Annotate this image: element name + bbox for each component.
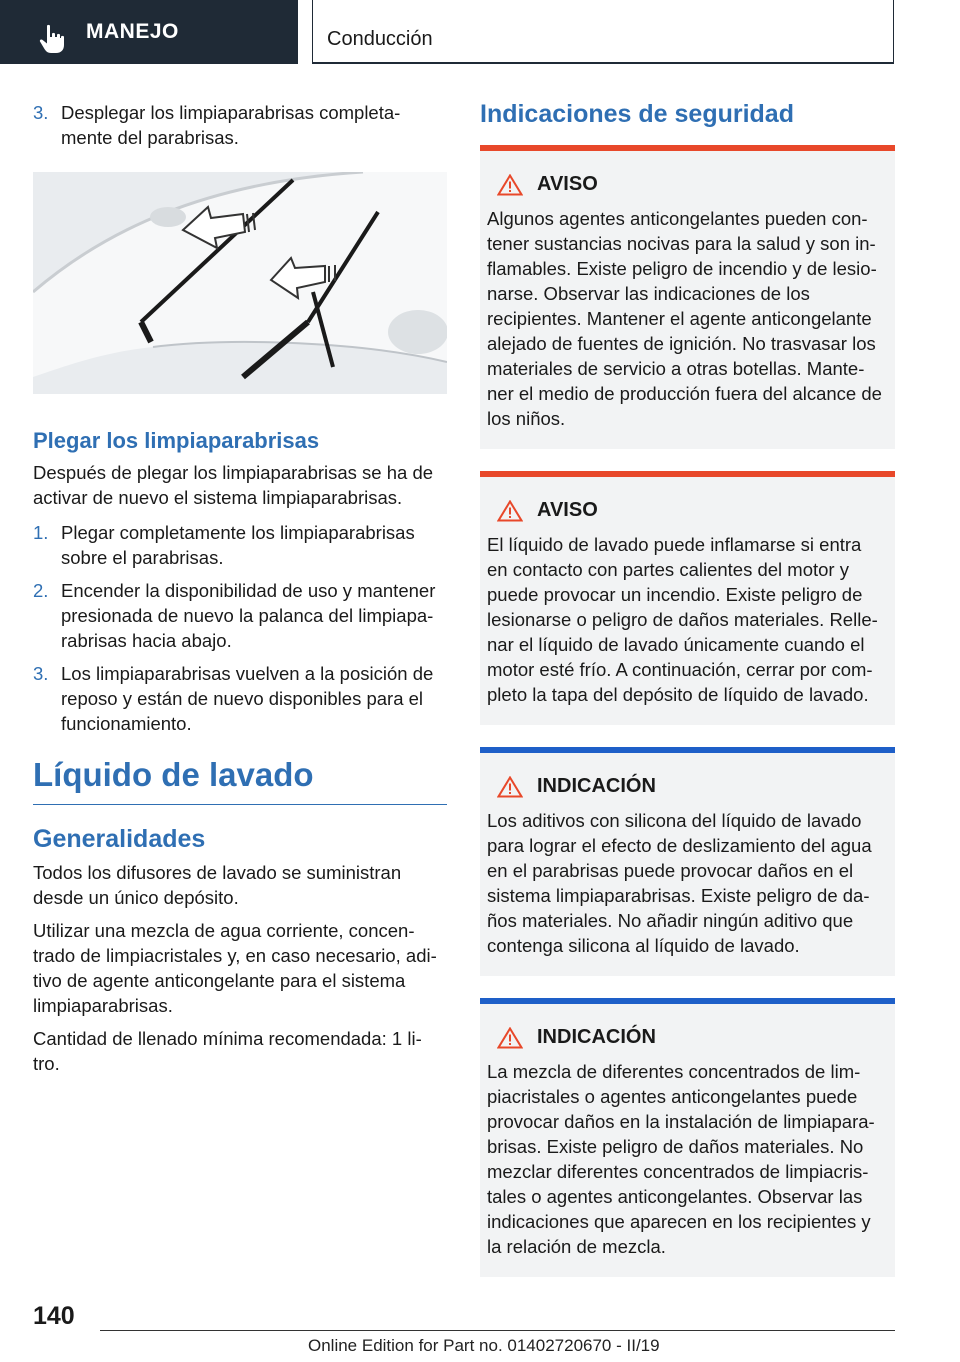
step-text: Desplegar los limpiaparabrisas completa-mente del parabrisas. [61,102,401,148]
notice-box [480,747,895,976]
notice-label: INDICACIÓN [537,775,656,797]
fold-intro: Después de plegar los limpiaparabrisas se ha de activar de nuevo el sistema limpiaparabrisas. [33,462,434,508]
general-paragraph-1: Todos los difusores de lavado se suministran desde un único depósito. [33,862,402,908]
chapter-title: Conducción [327,28,433,50]
fold-step [33,661,447,736]
general-heading: Generalidades [33,825,206,853]
unfold-step-3 [33,100,447,150]
notice-text: La mezcla de diferentes concentrados de lim-piacristales o agentes anticongelantes puede provocar daños en la instalación de limpiapara-brisas. Existe peligro de daños materiales. No mezclar diferentes concentrados de limpiacris-tales o agentes anticongelantes. Observar las indicaciones que aparecen en los recipientes y la relación de mezcla. [487,1061,875,1257]
washer-fluid-heading: Líquido de lavado [33,756,447,805]
warning-triangle-icon [497,776,523,798]
step-number: 1. [33,522,49,543]
section-tab [0,0,298,64]
warning-box [480,471,895,725]
warning-box [480,145,895,449]
hand-pointer-icon [38,24,66,54]
section-label: MANEJO [86,20,179,43]
page-number: 140 [33,1302,75,1330]
fold-step [33,520,447,570]
right-column [480,100,895,1299]
step-text: Plegar completamente los limpiaparabrisas sobre el parabrisas. [61,522,415,568]
warning-label: AVISO [537,173,598,195]
safety-heading: Indicaciones de seguridad [480,100,794,128]
step-number: 2. [33,580,49,601]
step-text: Los limpiaparabrisas vuelven a la posición de reposo y están de nuevo disponibles para el funcionamiento. [61,663,434,734]
general-paragraph-3: Cantidad de llenado mínima recomendada: 1 li-tro. [33,1028,422,1074]
warning-text: El líquido de lavado puede inflamarse si entra en contacto con partes calientes del motor y puede provocar un incendio. Existe peligro de lesionarse o peligro de daños materiales. Relle-nar el líquido de lavado únicamente cuando el motor esté frío. A continuación, cerrar por com-pleto la tapa del depósito de líquido de lavado. [487,534,878,705]
notice-label: INDICACIÓN [537,1026,656,1048]
fold-wipers-heading: Plegar los limpiaparabrisas [33,428,320,453]
wiper-illustration [33,172,447,394]
step-number: 3. [33,663,49,684]
chapter-title-bar [312,0,894,64]
warning-text: Algunos agentes anticongelantes pueden con-tener sustancias nocivas para la salud y son in-flamables. Existe peligro de incendio y de lesio-narse. Observar las indicaciones de los recipientes. Mantener el agente anticongelante alejado de fuentes de ignición. No trasvasar los materiales de servicio a otras botellas. Mante-ner el medio de producción fuera del alcance de los niños. [487,208,882,429]
footer-divider [100,1330,895,1331]
notice-box [480,998,895,1277]
left-column [33,100,447,1076]
windshield-wiper-drawing [33,172,447,394]
warning-triangle-icon [497,1027,523,1049]
step-text: Encender la disponibilidad de uso y mantener presionada de nuevo la palanca del limpiapa-rabrisas hacia abajo. [61,580,436,651]
edition-footer: Online Edition for Part no. 01402720670 - II/19 [308,1336,660,1355]
general-paragraph-2: Utilizar una mezcla de agua corriente, concen-trado de limpiacristales y, en caso necesario, adi-tivo de agente anticongelante para el sistema limpiaparabrisas. [33,920,437,1016]
fold-step [33,578,447,653]
warning-triangle-icon [497,174,523,196]
warning-label: AVISO [537,499,598,521]
notice-text: Los aditivos con silicona del líquido de lavado para lograr el efecto de deslizamiento del agua en el parabrisas puede provocar daños en el sistema limpiaparabrisas. Existe peligro de da-ños materiales. No añadir ningún aditivo que contenga silicona al líquido de lavado. [487,810,872,956]
warning-triangle-icon [497,500,523,522]
step-number: 3. [33,102,49,123]
